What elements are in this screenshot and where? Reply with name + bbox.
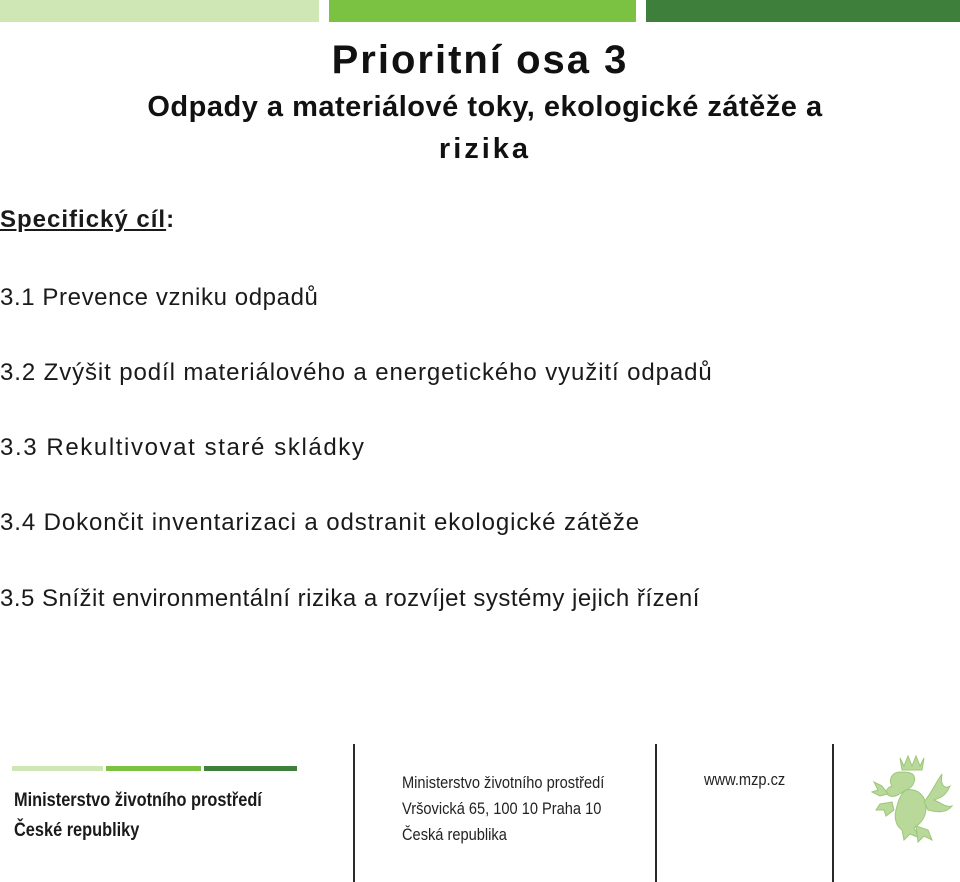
top-bar-mid bbox=[329, 0, 636, 22]
subtitle-line-2: rizika bbox=[438, 133, 532, 165]
specific-goal-label: Specifický cíl bbox=[0, 206, 167, 233]
website-link[interactable]: www.mzp.cz bbox=[704, 770, 786, 789]
slide-subtitle bbox=[30, 86, 940, 170]
goal-item-3-4: 3.4 Dokončit inventarizaci a odstranit ekologické zátěže bbox=[0, 509, 641, 536]
specific-goal-colon: : bbox=[166, 206, 176, 233]
czech-lion-icon bbox=[870, 752, 954, 844]
ministry-logo-line-1: Ministerstvo životního prostředí bbox=[14, 790, 262, 811]
ministry-logo bbox=[14, 786, 262, 846]
footer-bar-mid bbox=[106, 766, 201, 771]
goal-item-3-3: 3.3 Rekultivovat staré skládky bbox=[0, 434, 366, 461]
goal-item-3-5: 3.5 Snížit environmentální rizika a rozvíjet systémy jejich řízení bbox=[0, 585, 700, 612]
footer-bar-dark bbox=[204, 766, 297, 771]
address-line-1: Ministerstvo životního prostředí bbox=[402, 773, 605, 792]
address-line-3: Česká republika bbox=[402, 825, 507, 844]
footer-divider bbox=[655, 744, 657, 882]
footer-divider bbox=[353, 744, 355, 882]
goal-item-3-1: 3.1 Prevence vzniku odpadů bbox=[0, 284, 319, 311]
specific-goal-heading bbox=[0, 206, 175, 234]
top-bar-dark bbox=[646, 0, 960, 22]
ministry-logo-line-2: České republiky bbox=[14, 820, 140, 841]
footer-bar-light bbox=[12, 766, 103, 771]
address-line-2: Vršovická 65, 100 10 Praha 10 bbox=[402, 799, 602, 818]
ministry-address bbox=[402, 770, 604, 848]
top-bar-light bbox=[0, 0, 319, 22]
footer-divider bbox=[832, 744, 834, 882]
goal-item-3-2: 3.2 Zvýšit podíl materiálového a energetického využití odpadů bbox=[0, 359, 713, 386]
subtitle-line-1: Odpady a materiálové toky, ekologické zátěže a bbox=[147, 91, 823, 123]
slide-title: Prioritní osa 3 bbox=[331, 38, 629, 82]
